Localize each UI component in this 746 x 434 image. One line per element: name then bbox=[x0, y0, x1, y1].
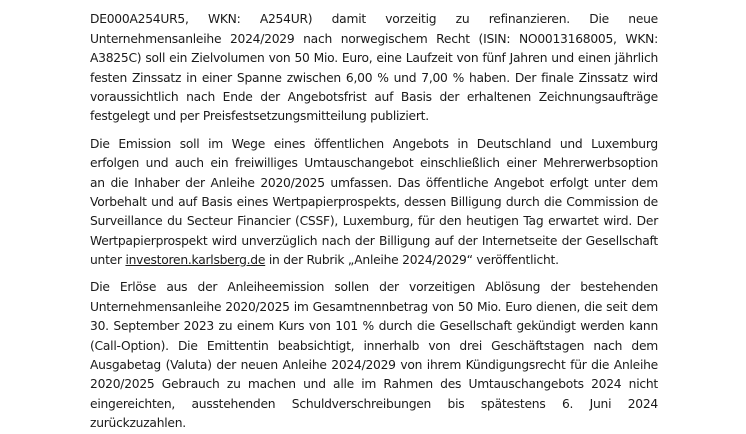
paragraph-public-offer bbox=[90, 135, 658, 271]
text-line: zurückzuzahlen. bbox=[90, 416, 186, 431]
investor-relations-link[interactable]: investoren.karlsberg.de bbox=[125, 253, 266, 268]
text-line: (Call-Option). Die Emittentin beabsichtigt, innerhalb von drei Geschäftstagen nach dem bbox=[90, 338, 658, 353]
paragraph-refinancing bbox=[90, 0, 658, 127]
text-line: DE000A254UR5, WKN: A254UR) damit vorzeitig zu refinanzieren. Die neue bbox=[90, 12, 658, 27]
text-line: 2020/2025 Gebrauch zu machen und alle im Rahmen des Umtauschangebots 2024 nicht bbox=[90, 377, 658, 392]
text-line: Wertpapierprospekt wird unverzüglich nach der Billigung auf der Internetseite der Gesellschaft bbox=[90, 233, 658, 248]
text-line: festen Zinssatz in einer Spanne zwischen 6,00 % und 7,00 % haben. Der finale Zinssatz wird bbox=[90, 70, 658, 85]
text-line: erfolgen und auch ein freiwilliges Umtauschangebot einschließlich einer Mehrerwerbsoption bbox=[90, 156, 658, 171]
text-line: Die Erlöse aus der Anleiheemission sollen der vorzeitigen Ablösung der bestehenden bbox=[90, 280, 658, 295]
text-line: Vorbehalt und auf Basis eines Wertpapierprospekts, dessen Billigung durch die Commission de bbox=[90, 194, 658, 209]
paragraph-proceeds bbox=[90, 278, 658, 433]
document-body bbox=[90, 0, 658, 434]
text-line: A3825C) soll ein Zielvolumen von 50 Mio. Euro, eine Laufzeit von fünf Jahren und einen jährlich bbox=[90, 51, 658, 66]
text-line: an die Inhaber der Anleihe 2020/2025 umfassen. Das öffentliche Angebot erfolgt unter dem bbox=[90, 175, 658, 190]
text-line-with-link bbox=[90, 251, 658, 270]
text-line: 30. September 2023 zu einem Kurs von 101 % durch die Gesellschaft gekündigt werden kann bbox=[90, 319, 658, 334]
text-line: eingereichten, ausstehenden Schuldverschreibungen bis spätestens 6. Juni 2024 bbox=[90, 396, 658, 411]
text-fragment: in der Rubrik „Anleihe 2024/2029“ veröffentlicht. bbox=[265, 253, 559, 268]
text-line: Unternehmensanleihe 2024/2029 nach norwegischem Recht (ISIN: NO0013168005, WKN: bbox=[90, 31, 658, 46]
text-line: festgelegt und per Preisfestsetzungsmitteilung publiziert. bbox=[90, 109, 429, 124]
text-line bbox=[90, 0, 658, 10]
text-line: Die Emission soll im Wege eines öffentlichen Angebots in Deutschland und Luxemburg bbox=[90, 136, 658, 151]
text-line: Ausgabetag (Valuta) der neuen Anleihe 2024/2029 von ihrem Kündigungsrecht für die Anleihe bbox=[90, 358, 658, 373]
text-line: Surveillance du Secteur Financier (CSSF), Luxemburg, für den heutigen Tag erwartet wird. Der bbox=[90, 214, 658, 229]
text-fragment: unter bbox=[90, 253, 126, 268]
text-line: voraussichtlich nach Ende der Angebotsfrist auf Basis der erhaltenen Zeichnungsaufträge bbox=[90, 89, 658, 104]
text-line: Unternehmensanleihe 2020/2025 im Gesamtnennbetrag von 50 Mio. Euro dienen, die seit dem bbox=[90, 299, 658, 314]
